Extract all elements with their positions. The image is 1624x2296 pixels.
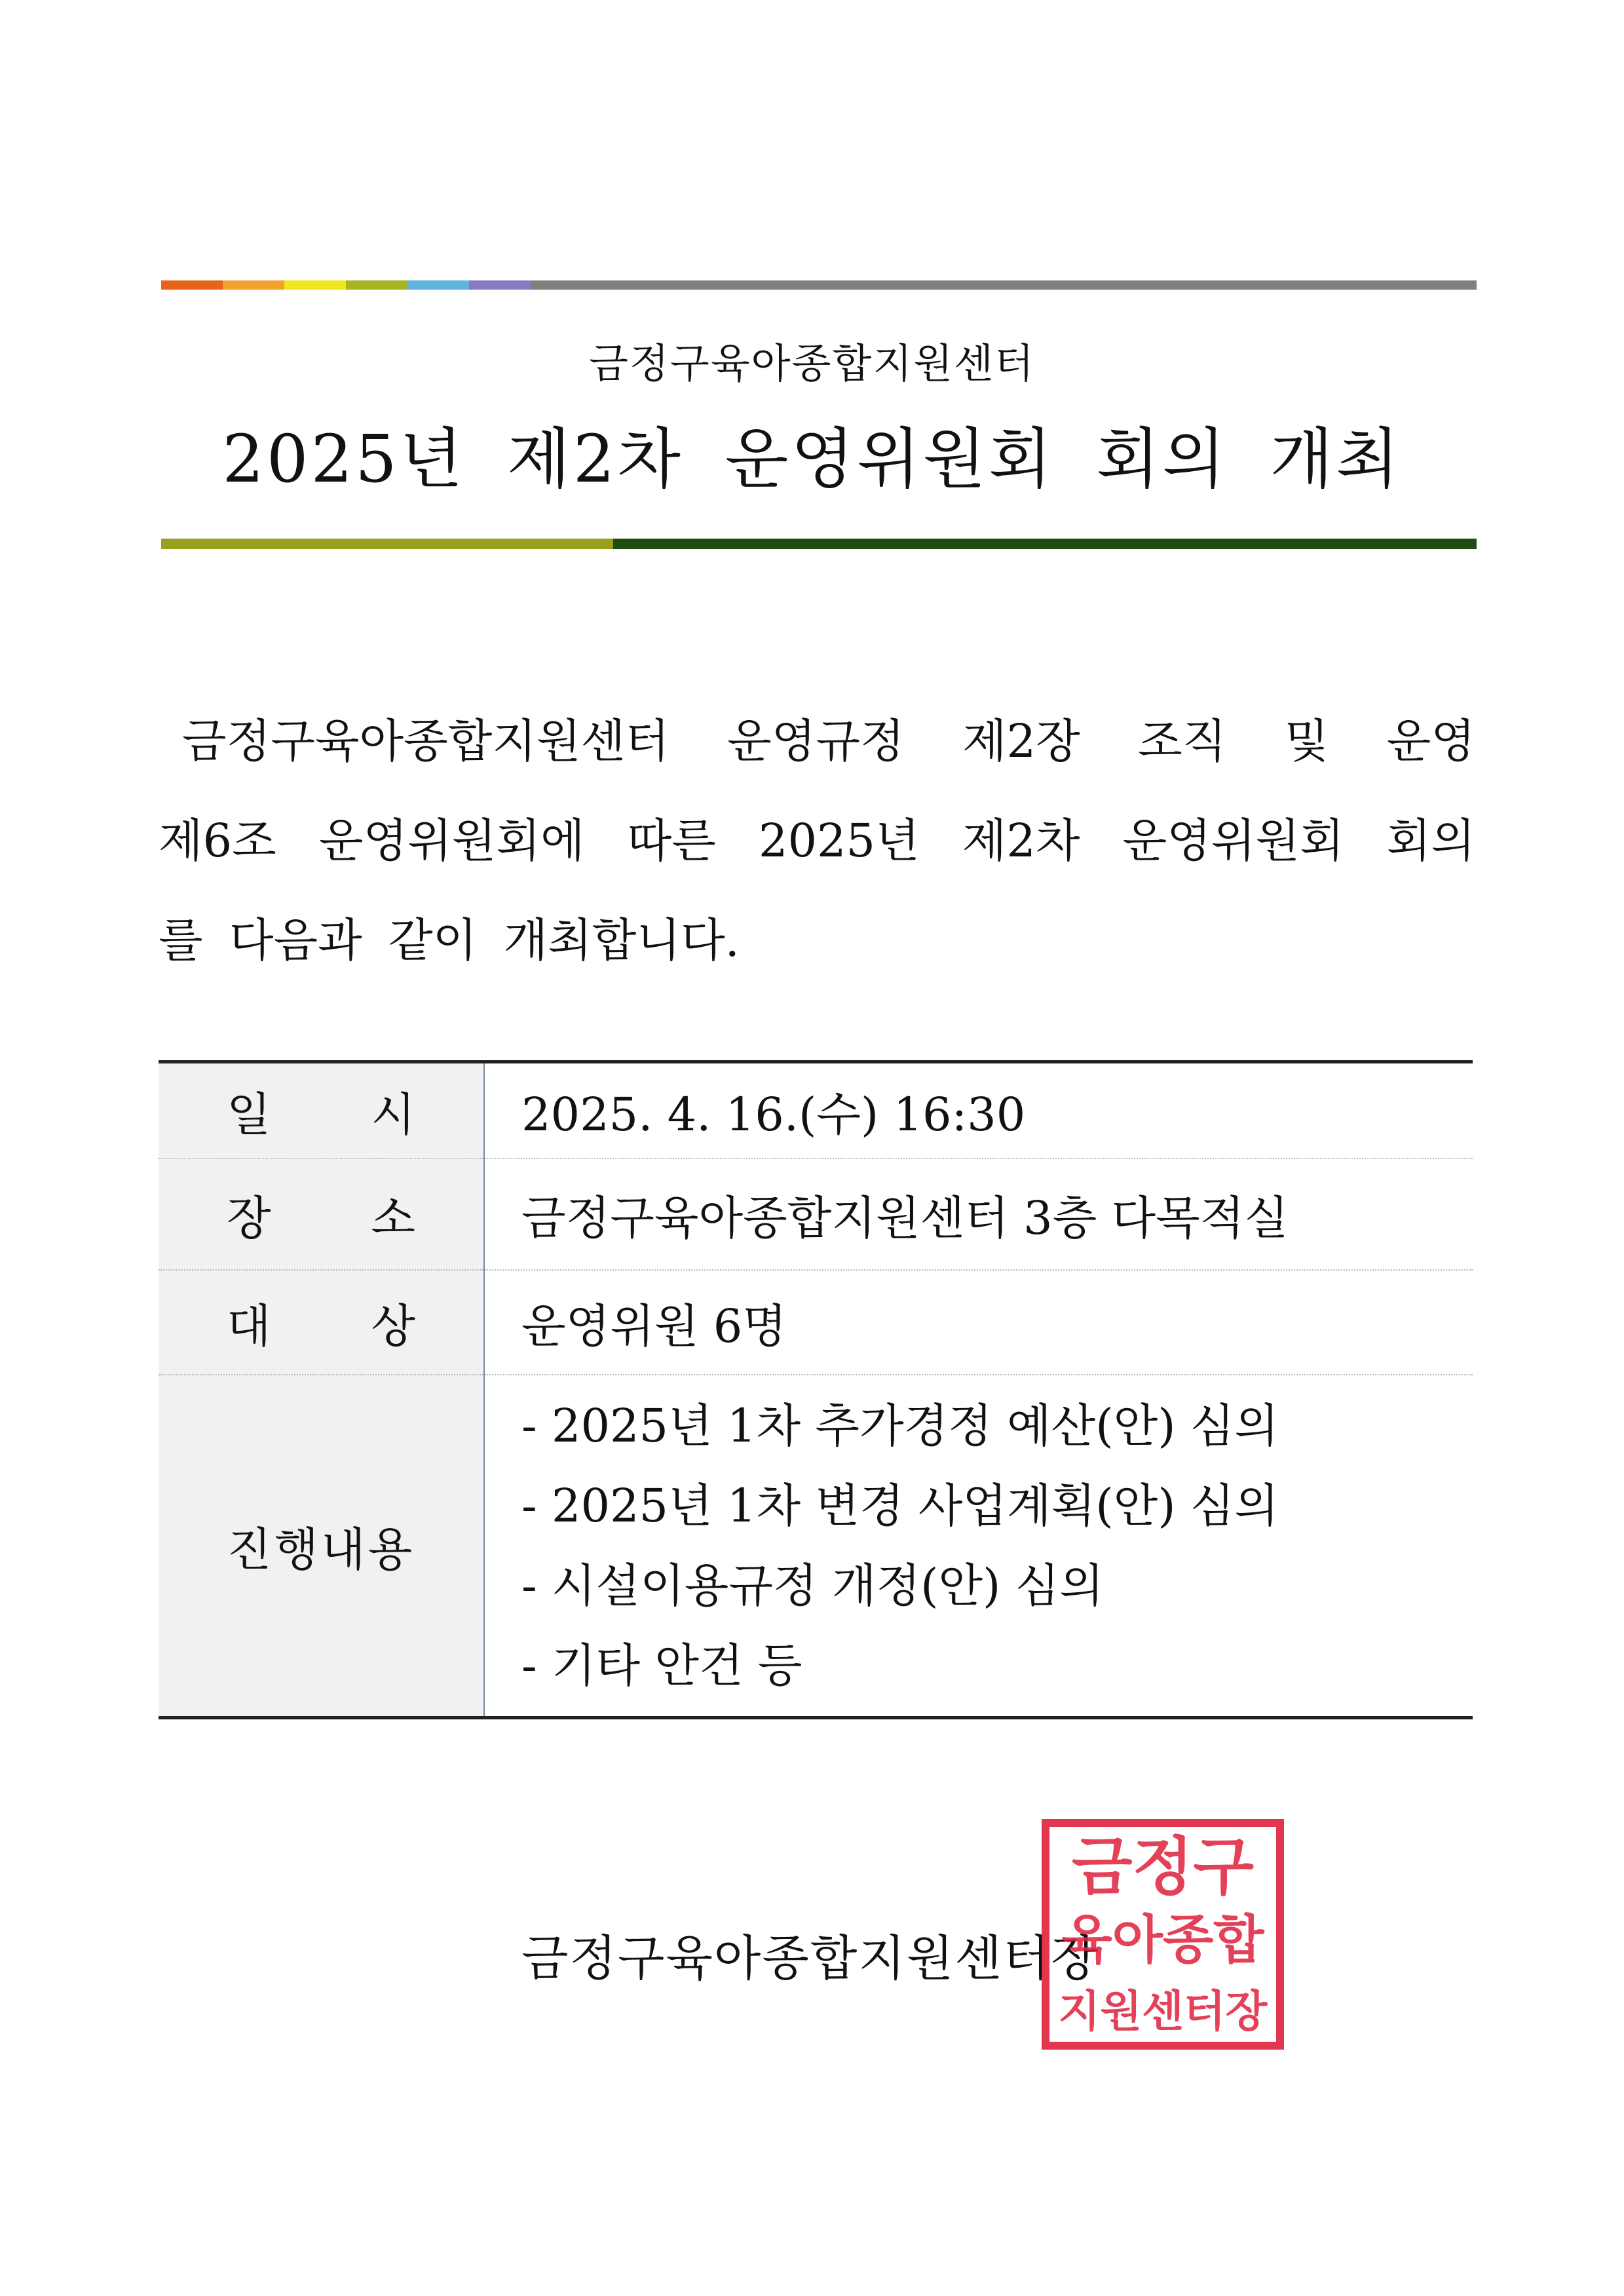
label-char: 장 — [227, 1191, 271, 1245]
row-label — [159, 1375, 484, 1718]
agenda-list — [484, 1375, 1473, 1718]
meeting-attendees: 운영위원 6명 — [484, 1270, 1473, 1375]
underline-segment — [161, 539, 613, 549]
meeting-info-table — [159, 1060, 1473, 1719]
color-bar-segment — [346, 280, 407, 290]
label-char: 상 — [371, 1299, 415, 1353]
label-char: 대 — [227, 1299, 271, 1353]
intro-line: 금정구육아종합지원센터 운영규정 제2장 조직 및 운영 — [182, 714, 1475, 768]
color-bar-segment — [161, 280, 223, 290]
agenda-item: - 시설이용규정 개정(안) 심의 — [521, 1559, 1104, 1613]
color-bar-segment — [531, 280, 1477, 290]
org-name: 금정구육아종합지원센터 — [589, 339, 1035, 387]
meeting-datetime: 2025. 4. 16.(수) 16:30 — [484, 1062, 1473, 1159]
label-char: 시 — [371, 1087, 415, 1141]
intro-line: 를 다음과 같이 개최합니다. — [159, 913, 740, 967]
intro-line: 제6조 운영위원회에 따른 2025년 제2차 운영위원회 회의 — [159, 814, 1475, 868]
label-char: 소 — [371, 1191, 415, 1245]
underline-segment — [613, 539, 1477, 549]
label-char: 일 — [227, 1087, 271, 1141]
color-bar-segment — [223, 280, 284, 290]
svg-text:지원센터장: 지원센터장 — [1058, 1986, 1268, 2037]
table-row — [159, 1375, 1473, 1718]
intro-paragraph — [159, 691, 1475, 990]
row-label — [159, 1158, 484, 1270]
table-row — [159, 1158, 1473, 1270]
official-seal-stamp — [1040, 1818, 1285, 2051]
agenda-item: - 기타 안건 등 — [521, 1639, 803, 1693]
agenda-label: 진행내용 — [227, 1522, 415, 1577]
signature-name: 금정구육아종합지원센터장 — [521, 1930, 1099, 1987]
table-row — [159, 1270, 1473, 1375]
agenda-item: - 2025년 1차 변경 사업계획(안) 심의 — [521, 1479, 1279, 1533]
document-title: 2025년 제2차 운영위원회 회의 개최 — [222, 421, 1402, 497]
color-bar-segment — [469, 280, 531, 290]
title-underline-bar — [161, 539, 1477, 549]
header-color-bar — [161, 280, 1477, 290]
row-label — [159, 1270, 484, 1375]
color-bar-segment — [284, 280, 346, 290]
agenda-item: - 2025년 1차 추가경정 예산(안) 심의 — [521, 1399, 1279, 1453]
meeting-location: 금정구육아종합지원센터 3층 다목적실 — [484, 1158, 1473, 1270]
svg-text:금정구: 금정구 — [1071, 1830, 1255, 1904]
table-row — [159, 1062, 1473, 1159]
color-bar-segment — [407, 280, 469, 290]
row-label — [159, 1062, 484, 1159]
svg-text:육아종합: 육아종합 — [1061, 1909, 1264, 1970]
